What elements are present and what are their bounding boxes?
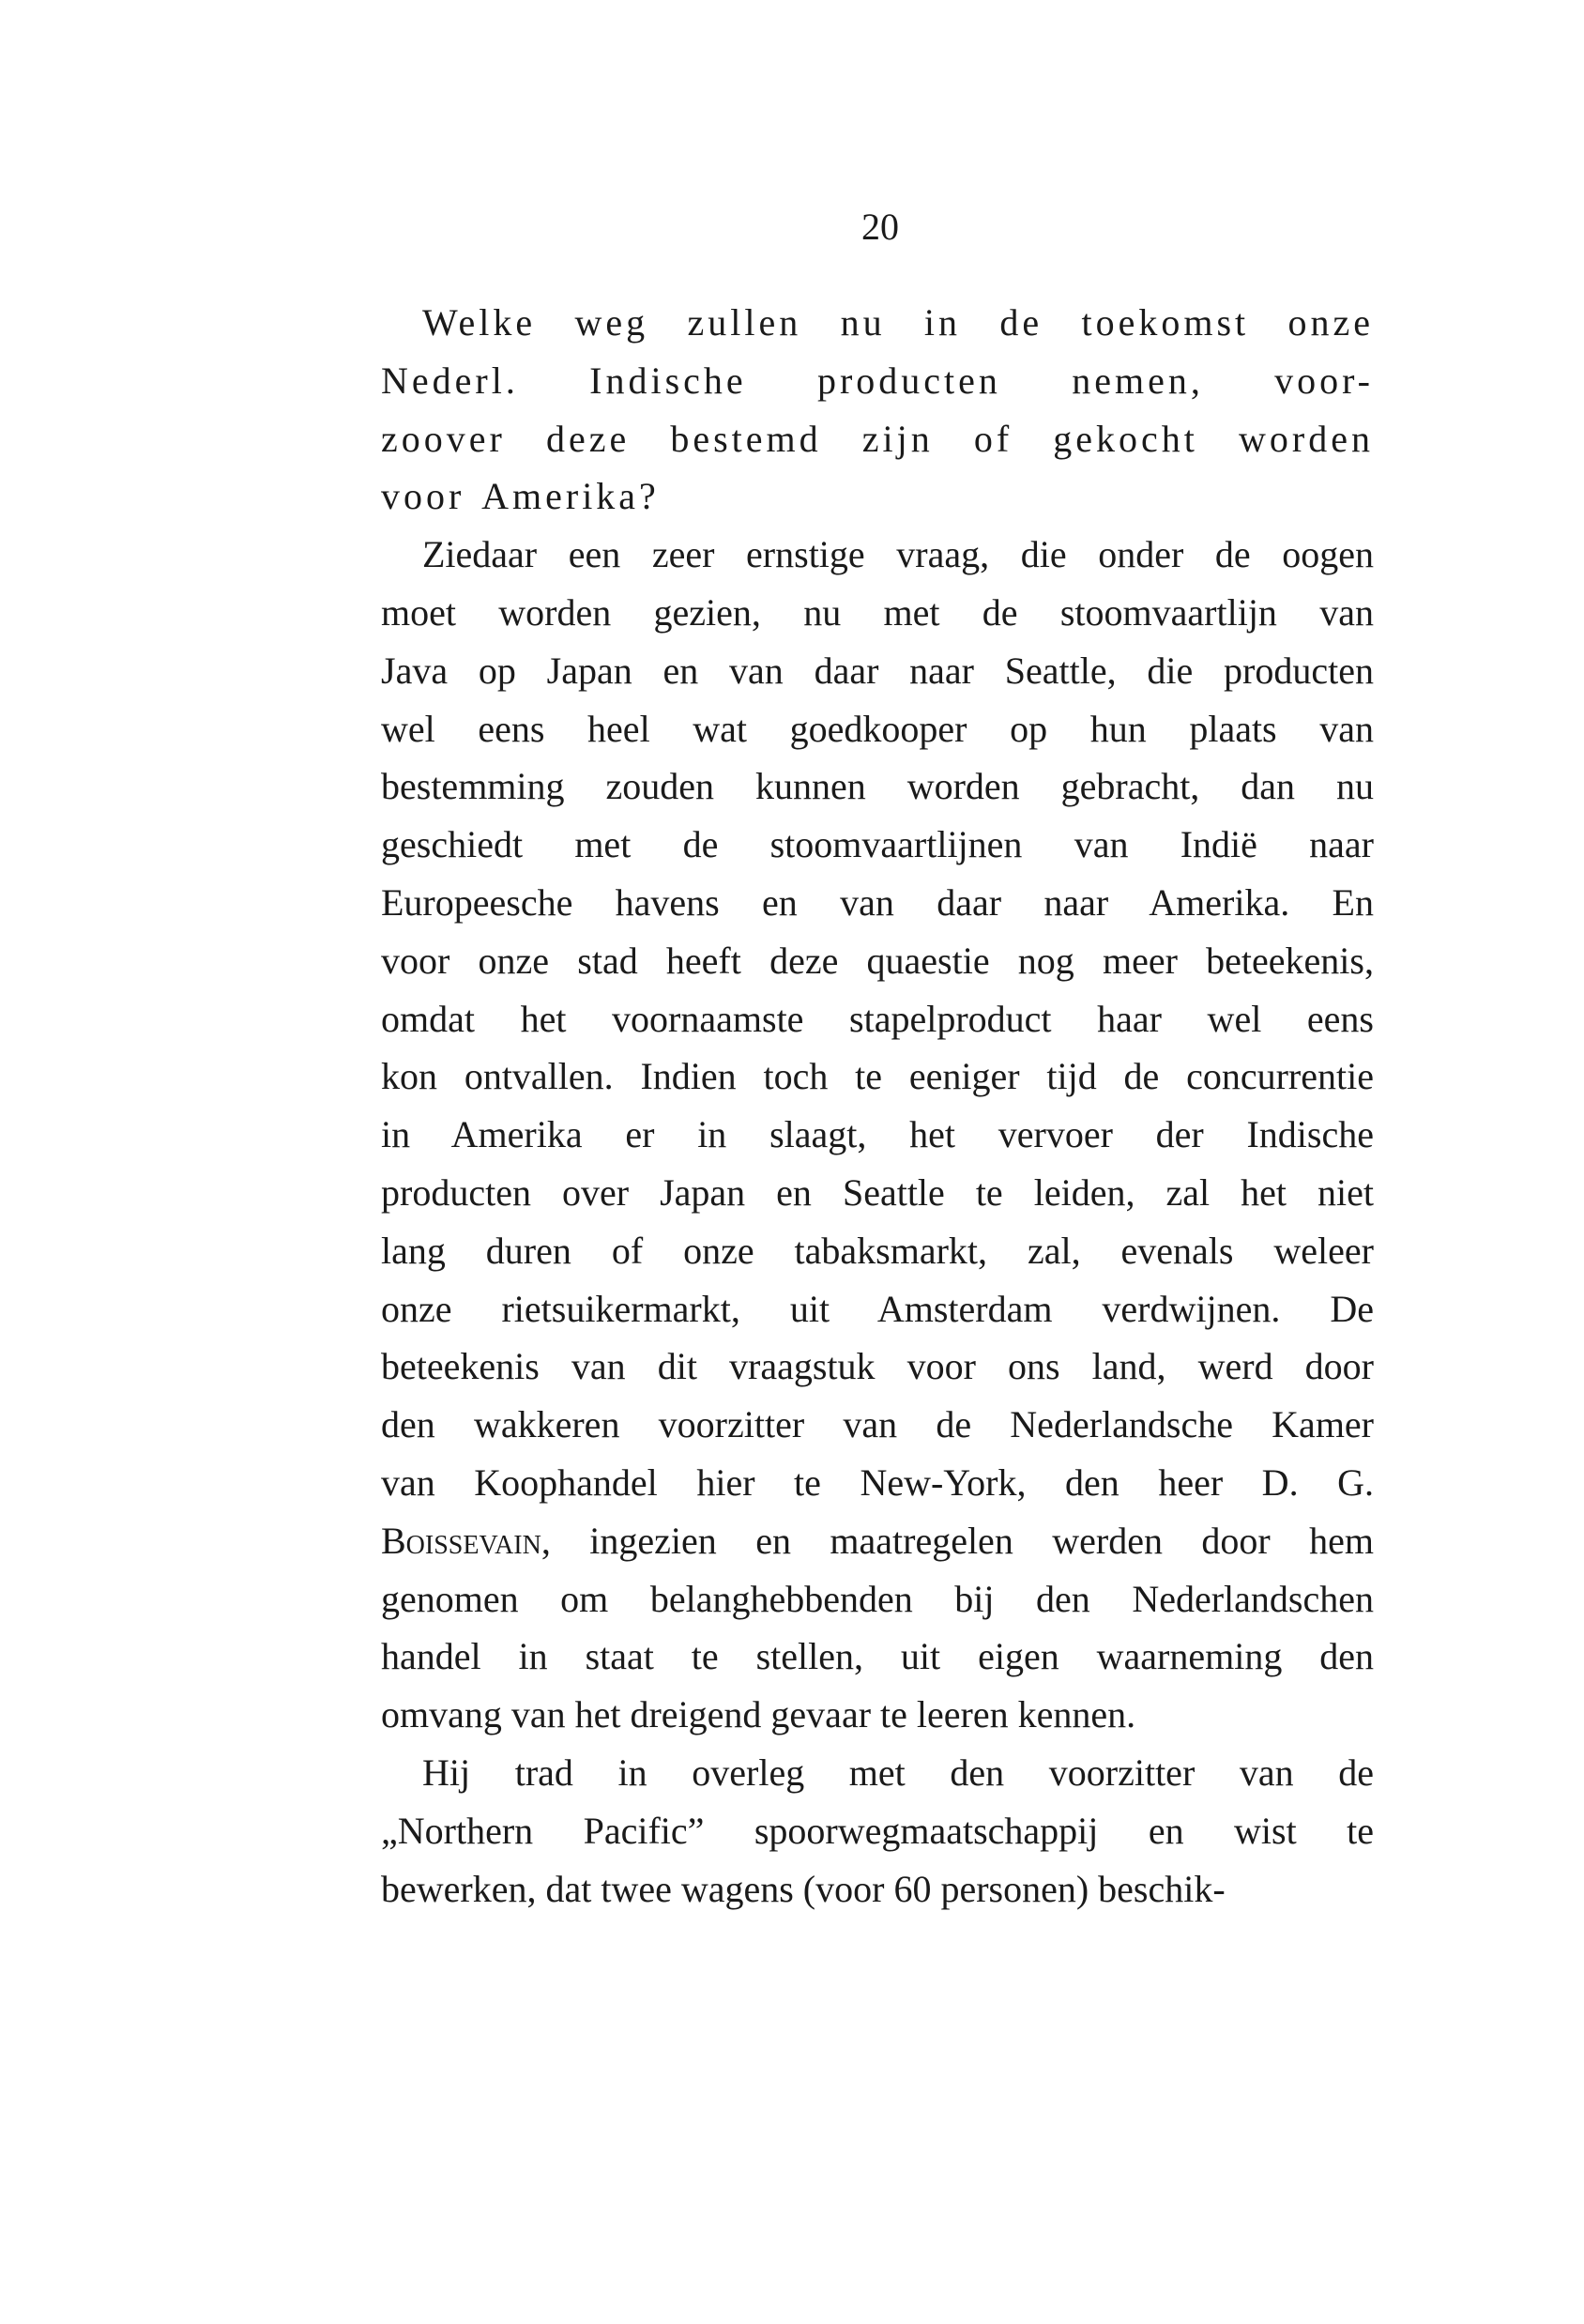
text-line: kon ontvallen. Indien toch te eeniger tijd de concurrentie	[381, 1055, 1374, 1098]
text-line: geschiedt met de stoomvaartlijnen van Indië naar	[381, 823, 1374, 866]
small-caps-name: Boissevain	[381, 1519, 541, 1562]
text-line: Nederl. Indische producten nemen, voor-	[381, 359, 1374, 402]
text-line: handel in staat te stellen, uit eigen waarneming den	[381, 1635, 1374, 1678]
body-text	[381, 294, 1374, 1918]
text-line: zoover deze bestemd zijn of gekocht worden	[381, 417, 1374, 460]
text-line: Ziedaar een zeer ernstige vraag, die onder de oogen	[422, 533, 1374, 576]
paragraph	[381, 526, 1374, 1744]
text-line: Boissevain, ingezien en maatregelen werden door hem	[381, 1519, 1374, 1562]
text-line: wel eens heel wat goedkooper op hun plaats van	[381, 707, 1374, 750]
text-line: in Amerika er in slaagt, het vervoer der Indische	[381, 1113, 1374, 1156]
text-line: van Koophandel hier te New-York, den heer D. G.	[381, 1460, 1374, 1504]
text-line: omdat het voornaamste stapelproduct haar wel eens	[381, 997, 1374, 1040]
text-line: Hij trad in overleg met den voorzitter van de	[422, 1751, 1374, 1794]
paragraph	[381, 294, 1374, 526]
text-line: moet worden gezien, nu met de stoomvaartlijn van	[381, 590, 1374, 634]
text-line: voor onze stad heeft deze quaestie nog meer beteekenis,	[381, 939, 1374, 982]
text-line: beteekenis van dit vraagstuk voor ons land, werd door	[381, 1345, 1374, 1388]
text-line: voor Amerika?	[381, 475, 660, 518]
text-line: Welke weg zullen nu in de toekomst onze	[422, 301, 1374, 344]
text-line: Europeesche havens en van daar naar Amerika. En	[381, 880, 1374, 924]
text-line: bewerken, dat twee wagens (voor 60 personen) beschik-	[381, 1867, 1226, 1910]
text-line: „Northern Pacific” spoorwegmaatschappij en wist te	[381, 1809, 1374, 1852]
text-line: onze rietsuikermarkt, uit Amsterdam verdwijnen. De	[381, 1287, 1374, 1330]
text-line: genomen om belanghebbenden bij den Nederlandschen	[381, 1577, 1374, 1620]
text-line: bestemming zouden kunnen worden gebracht, dan nu	[381, 765, 1374, 808]
text-line: lang duren of onze tabaksmarkt, zal, evenals weleer	[381, 1229, 1374, 1272]
text-line: Java op Japan en van daar naar Seattle, die producten	[381, 649, 1374, 692]
page-number: 20	[861, 206, 899, 248]
text-line: producten over Japan en Seattle te leiden, zal het niet	[381, 1170, 1374, 1214]
paragraph	[381, 1744, 1374, 1918]
text-line: den wakkeren voorzitter van de Nederlandsche Kamer	[381, 1403, 1374, 1446]
text-line: omvang van het dreigend gevaar te leeren kennen.	[381, 1693, 1136, 1736]
